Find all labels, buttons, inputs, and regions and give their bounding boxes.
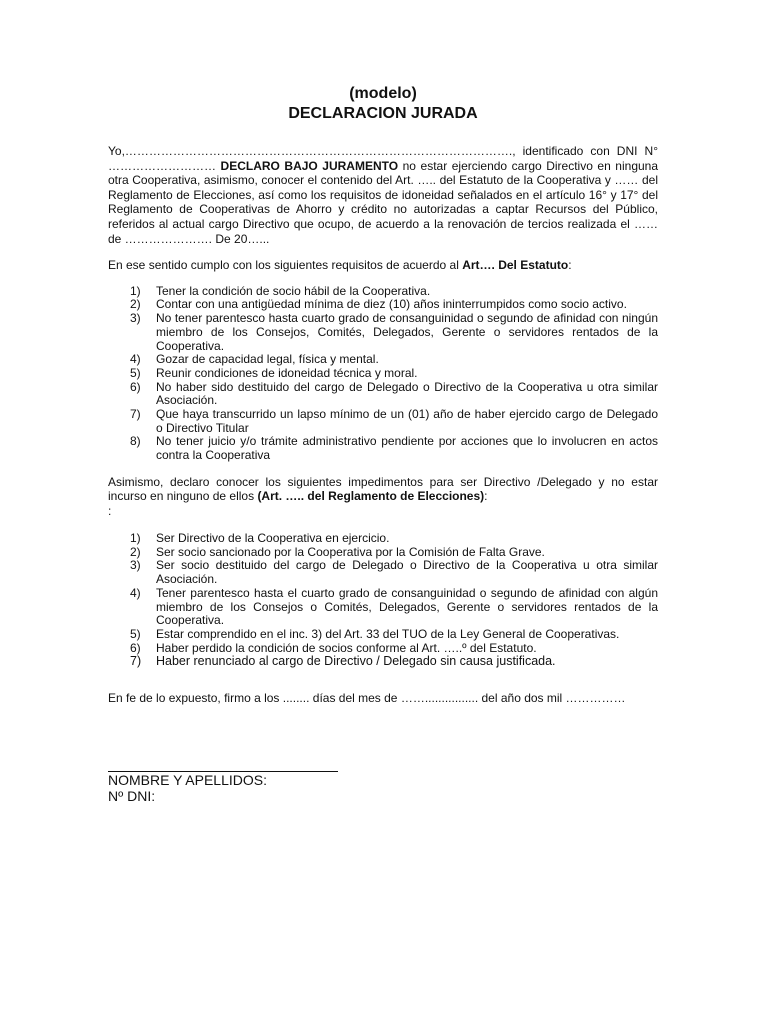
requirements-list	[108, 285, 658, 463]
list-item	[108, 628, 658, 642]
closing-statement: En fe de lo expuesto, firmo a los ........ días del mes de ……................ del año dos mil ……………	[108, 691, 626, 706]
list-item	[108, 381, 658, 408]
list-item-number: 5)	[130, 365, 141, 380]
list-item-number: 7)	[130, 654, 142, 669]
requirements-intro-bold: Art…. Del Estatuto	[462, 258, 569, 273]
list-item-number: 3)	[130, 311, 141, 326]
list-item	[108, 532, 658, 546]
list-item-number: 6)	[130, 379, 141, 394]
list-item	[108, 546, 658, 560]
signature-name-label: NOMBRE Y APELLIDOS:	[108, 772, 267, 789]
list-item-text: No haber sido destituido del cargo de Delegado o Directivo de la Cooperativa u otra similar Asociación.	[156, 379, 658, 408]
list-item-text: Estar comprendido en el inc. 3) del Art. 33 del TUO de la Ley General de Cooperativas.	[156, 627, 620, 641]
list-item-text: Contar con una antigüedad mínima de diez (10) años ininterrumpidos como socio activo.	[156, 297, 627, 312]
list-item	[108, 367, 658, 381]
list-item-text: No tener parentesco hasta cuarto grado de consanguinidad o segundo de afinidad con ningún miembro de los Consejos, Comités, Delegados, Gerente o servidores rentados de la Cooperativa.	[156, 311, 658, 353]
list-item	[108, 408, 658, 435]
list-item	[108, 655, 658, 669]
signature-dni-label: Nº DNI:	[108, 788, 156, 805]
intro-paragraph	[108, 144, 658, 246]
list-item-text: Ser socio sancionado por la Cooperativa por la Comisión de Falta Grave.	[156, 544, 545, 559]
list-item-number: 1)	[130, 283, 141, 298]
colon-line: :	[108, 504, 112, 519]
list-item-text: Tener parentesco hasta el cuarto grado de consanguinidad o segundo de afinidad con algún miembro de los Consejos o Comités, Delegados, Gerente o servidores rentados de la Cooperativa.	[156, 585, 658, 628]
requirements-intro-end: :	[568, 258, 572, 273]
document-subtitle: (modelo)	[349, 85, 417, 102]
impediments-intro-end: :	[484, 489, 488, 504]
list-item-text: Que haya transcurrido un lapso mínimo de un (01) año de haber ejercido cargo de Delegado o Directivo Titular	[156, 407, 658, 435]
impediments-intro-bold: (Art. ….. del Reglamento de Elecciones)	[257, 489, 485, 504]
list-item	[108, 298, 658, 312]
list-item-text: Reunir condiciones de idoneidad técnica y moral.	[156, 365, 418, 380]
list-item-number: 6)	[130, 640, 141, 655]
list-item	[108, 285, 658, 299]
impediments-intro	[108, 475, 658, 504]
list-item-text: Ser Directivo de la Cooperativa en ejercicio.	[156, 531, 390, 546]
requirements-intro	[108, 258, 658, 273]
list-item-number: 3)	[130, 558, 141, 573]
list-item-number: 1)	[130, 531, 141, 546]
list-item	[108, 587, 658, 628]
list-item-text: Ser socio destituido del cargo de Delegado o Directivo de la Cooperativa u otra similar Asociación.	[156, 558, 658, 587]
list-item	[108, 353, 658, 367]
list-item	[108, 435, 658, 462]
list-item	[108, 559, 658, 586]
document-page	[108, 84, 658, 804]
intro-text-2: no estar ejerciendo cargo Directivo en ninguna otra Cooperativa, asimismo, conocer el contenido del Art. ….. del Estatuto de la Cooperativa y …… del Reglamento de Elecciones, así como los requisitos de idoneidad señalados en el artículo 16° y 17° del Reglamento de Cooperativas de Ahorro y crédito no autorizadas a captar Recursos del Público, referidos al actual cargo Directivo que ocupo, de acuerdo a la renovación de tercios realizada el …… de …………………. De 20…...	[108, 158, 659, 246]
impediments-intro-text: Asimismo, declaro conocer los siguientes impedimentos para ser Directivo /Delegado y no estar incurso en ninguno de ellos	[108, 474, 658, 504]
impediments-list	[108, 532, 658, 669]
list-item-number: 4)	[130, 585, 141, 600]
list-item	[108, 312, 658, 353]
list-item-number: 2)	[130, 297, 141, 312]
list-item-number: 7)	[130, 407, 141, 422]
document-title: DECLARACION JURADA	[288, 105, 478, 122]
list-item-number: 8)	[130, 434, 141, 449]
list-item-number: 2)	[130, 544, 141, 559]
list-item-text: Haber renunciado al cargo de Directivo / Delegado sin causa justificada.	[156, 654, 556, 669]
list-item-text: Tener la condición de socio hábil de la Cooperativa.	[156, 283, 431, 298]
declare-bold-text: DECLARO BAJO JURAMENTO	[220, 158, 399, 173]
list-item-number: 5)	[130, 627, 141, 641]
list-item-text: Gozar de capacidad legal, física y mental.	[156, 352, 379, 367]
list-item-text: Haber perdido la condición de socios conforme al Art. …..º del Estatuto.	[156, 640, 537, 655]
list-item	[108, 642, 658, 656]
requirements-intro-text: En ese sentido cumplo con los siguientes requisitos de acuerdo al	[108, 258, 463, 273]
intro-text-1: Yo,……………………………………………………………………………………., identificado con DNI N° ………………………	[108, 144, 658, 173]
list-item-text: No tener juicio y/o trámite administrativo pendiente por acciones que lo involucren en actos contra la Cooperativa	[156, 434, 658, 463]
list-item-number: 4)	[130, 352, 141, 367]
